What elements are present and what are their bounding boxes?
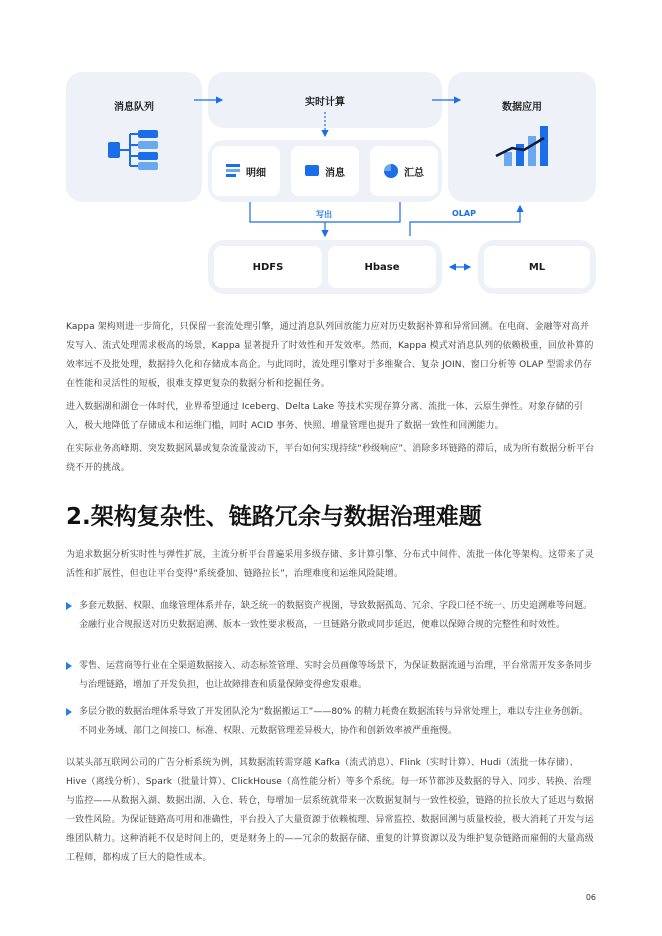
bullet-marker-icon	[66, 602, 72, 610]
hbase-label: Hbase	[364, 261, 400, 273]
summary-label: 汇总	[404, 167, 424, 179]
write-edge-label: 写出	[316, 210, 332, 219]
kappa-paragraph: Kappa 架构则进一步简化，只保留一套流处理引擎，通过消息队列回放能力应对历史数据补算和异常回溯。在电商、金融等对高并发写入、流式处理需求极高的场景，Kappa 显著提升了时效性和开发效率。然而，Kappa 模式对消息队列的依赖极重，回放补算的效率远不及批处理，数据持久化和存储成本高企。与此同时，流处理引擎对于多维聚合、复杂 JOIN、窗口分析等 OLAP 型需求仍存在性能和灵活性的短板，很难支撑更复杂的数据分析和挖掘任务。	[66, 322, 594, 389]
hdfs-label: HDFS	[252, 261, 284, 273]
realtime-compute-label: 实时计算	[305, 97, 345, 108]
diagram-arrows	[66, 72, 596, 294]
bullet-item	[66, 597, 596, 635]
section-title: 2.架构复杂性、链路冗余与数据治理难题	[66, 504, 482, 530]
olap-edge-label: OLAP	[452, 209, 476, 218]
section-intro: 为追求数据分析实时性与弹性扩展，主流分析平台普遍采用多级存储、多计算引擎、分布式中间件、流批一体化等架构。这带来了灵活性和扩展性，但也让平台变得“系统叠加、链路拉长”，治理难度和运维风险陡增。	[66, 550, 594, 579]
kappa-architecture-diagram	[66, 72, 596, 294]
bullet-marker-icon	[66, 708, 72, 716]
bullet-text: 多套元数据、权限、血缘管理体系并存，缺乏统一的数据资产视图，导致数据孤岛、冗余、字段口径不统一、历史追溯难等问题。金融行业合规报送对历史数据追溯、版本一致性要求极高，一旦链路分散或同步延迟，便难以保障合规的完整性和时效性。	[79, 601, 593, 630]
ml-label: ML	[528, 261, 546, 273]
message-queue-label: 消息队列	[114, 102, 154, 113]
peak-paragraph: 在实际业务高峰期、突发数据风暴或复杂流量波动下，平台如何实现持续“秒级响应”、消除多环链路的滞后，成为所有数据分析平台绕不开的挑战。	[66, 444, 595, 473]
bullet-item	[66, 703, 596, 741]
bullet-marker-icon	[66, 662, 72, 670]
closing-paragraph: 以某头部互联网公司的广告分析系统为例，其数据流转需穿越 Kafka（流式消息）、Flink（实时计算）、Hudi（流批一体存储）、Hive（离线分析）、Spark（批量计算）、ClickHouse（高性能分析）等多个系统。每一环节都涉及数据的导入、同步、转换、治理与监控——从数据入湖、数据出湖、入仓、转仓，每增加一层系统就带来一次数据复制与一致性校验，链路的拉长放大了延迟与数据一致性风险。为保证链路高可用和准确性，平台投入了大量资源于依赖梳理、异常监控、数据回溯与质量校验，极大消耗了开发与运维团队精力。这种消耗不仅是时间上的，更是财务上的——冗余的数据存储、重复的计算资源以及为维护复杂链路而雇佣的大量高级工程师，都构成了巨大的隐性成本。	[66, 758, 594, 863]
lakehouse-paragraph: 进入数据湖和湖仓一体时代，业界希望通过 Iceberg、Delta Lake 等技术实现存算分离、流批一体、云原生弹性。对象存储的引入，极大地降低了存储成本和运维门槛，同时 ACID 事务、快照、增量管理也提升了数据一致性和回溯能力。	[66, 402, 583, 431]
page-number: 06	[585, 893, 596, 902]
bullet-text: 多层分散的数据治理体系导致了开发团队沦为“数据搬运工”——80% 的精力耗费在数据流转与异常处理上，难以专注业务创新。不同业务域、部门之间接口、标准、权限、元数据管理差异极大，协作和创新效率被严重拖慢。	[79, 707, 589, 736]
bullet-text: 零售、运营商等行业在全渠道数据接入、动态标签管理、实时会员画像等场景下，为保证数据流通与治理，平台常需开发多条同步与治理链路，增加了开发负担，也让故障排查和质量保障变得愈发艰难。	[79, 661, 593, 690]
write-arrow	[250, 202, 400, 222]
bullet-item	[66, 657, 596, 695]
olap-arrow	[410, 206, 520, 236]
data-apps-label: 数据应用	[502, 102, 542, 113]
detail-label: 明细	[246, 167, 266, 179]
message-label: 消息	[325, 167, 345, 179]
